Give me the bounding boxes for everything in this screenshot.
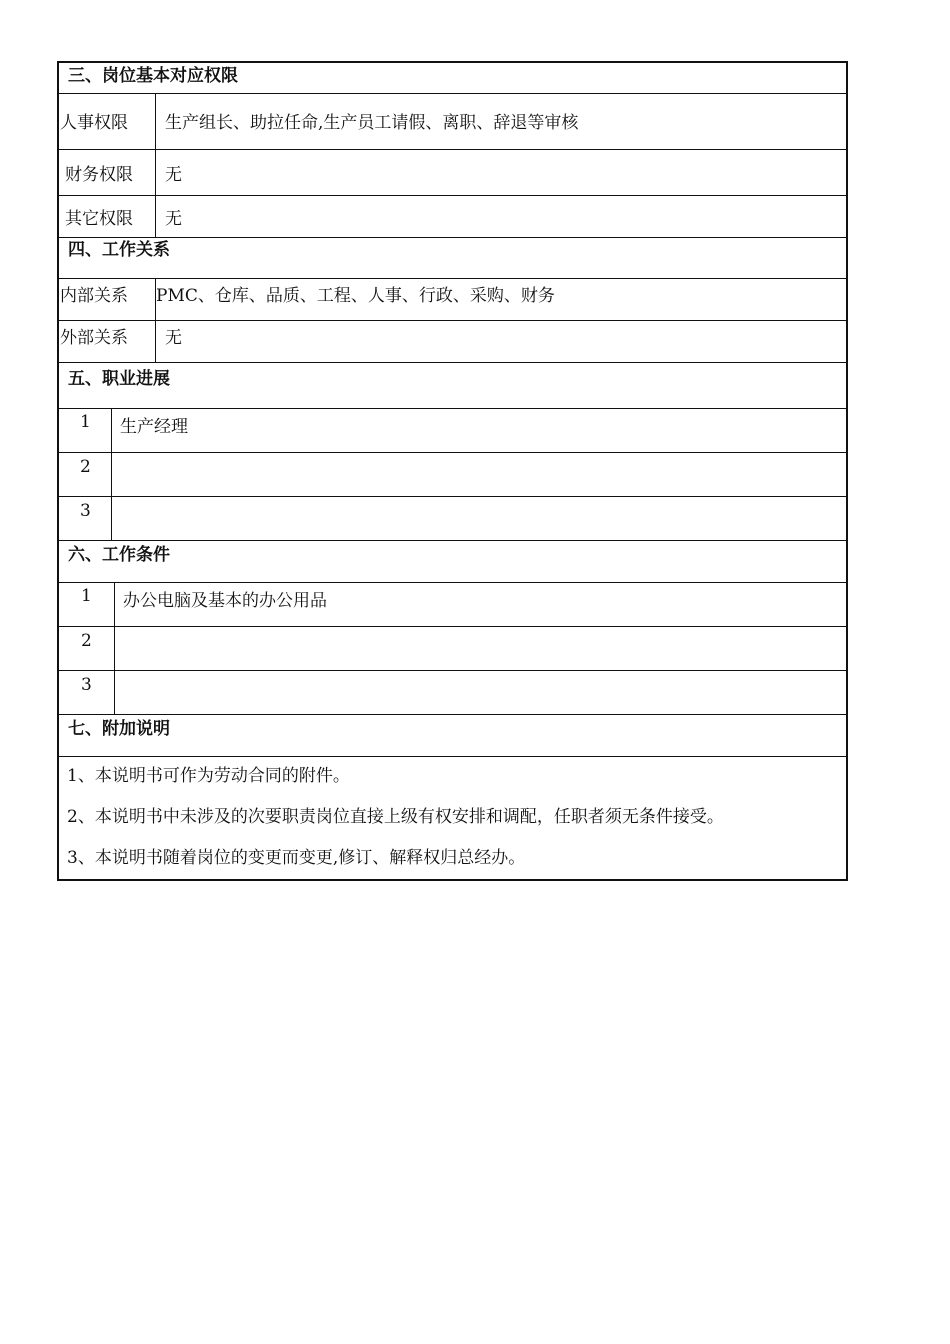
section-conditions-header — [59, 541, 846, 583]
conditions-value: 办公电脑及基本的办公用品 — [123, 591, 327, 611]
note-item: 3、本说明书随着岗位的变更而变更,修订、解释权归总经办。 — [67, 848, 526, 868]
notes-body — [59, 757, 846, 881]
career-num: 1 — [80, 412, 91, 432]
conditions-row — [59, 671, 846, 715]
section-notes-header — [59, 715, 846, 757]
section-career-title: 五、职业进展 — [68, 369, 170, 389]
career-num: 3 — [80, 501, 91, 521]
authority-row — [59, 196, 846, 238]
relations-label-internal: 内部关系 — [60, 286, 128, 306]
section-conditions-title: 六、工作条件 — [68, 545, 170, 565]
section-authority-title: 三、岗位基本对应权限 — [68, 66, 238, 86]
section-relations-header — [59, 238, 846, 279]
authority-label-finance: 财务权限 — [65, 165, 133, 185]
job-description-table — [57, 61, 848, 881]
conditions-num: 1 — [81, 586, 92, 606]
note-item: 2、本说明书中未涉及的次要职责岗位直接上级有权安排和调配，任职者须无条件接受。 — [67, 807, 724, 827]
authority-value-finance: 无 — [165, 165, 182, 185]
authority-label-personnel: 人事权限 — [60, 113, 128, 133]
conditions-row — [59, 583, 846, 627]
conditions-num: 3 — [81, 675, 92, 695]
relations-label-external: 外部关系 — [60, 328, 128, 348]
section-authority-header — [59, 63, 846, 94]
relations-row — [59, 279, 846, 321]
relations-value-external: 无 — [165, 328, 182, 348]
conditions-num: 2 — [81, 631, 92, 651]
career-row — [59, 453, 846, 497]
career-row — [59, 497, 846, 541]
section-notes-title: 七、附加说明 — [68, 719, 170, 739]
career-value: 生产经理 — [120, 417, 188, 437]
relations-row — [59, 321, 846, 363]
relations-value-internal: PMC、仓库、品质、工程、人事、行政、采购、财务 — [156, 286, 555, 306]
authority-row — [59, 94, 846, 150]
career-num: 2 — [80, 457, 91, 477]
career-row — [59, 409, 846, 453]
authority-label-other: 其它权限 — [65, 209, 133, 229]
section-relations-title: 四、工作关系 — [68, 240, 170, 260]
note-item: 1、本说明书可作为劳动合同的附件。 — [67, 766, 350, 786]
conditions-row — [59, 627, 846, 671]
section-career-header — [59, 363, 846, 409]
authority-value-other: 无 — [165, 209, 182, 229]
authority-row — [59, 150, 846, 196]
authority-value-personnel: 生产组长、助拉任命,生产员工请假、离职、辞退等审核 — [165, 113, 579, 133]
